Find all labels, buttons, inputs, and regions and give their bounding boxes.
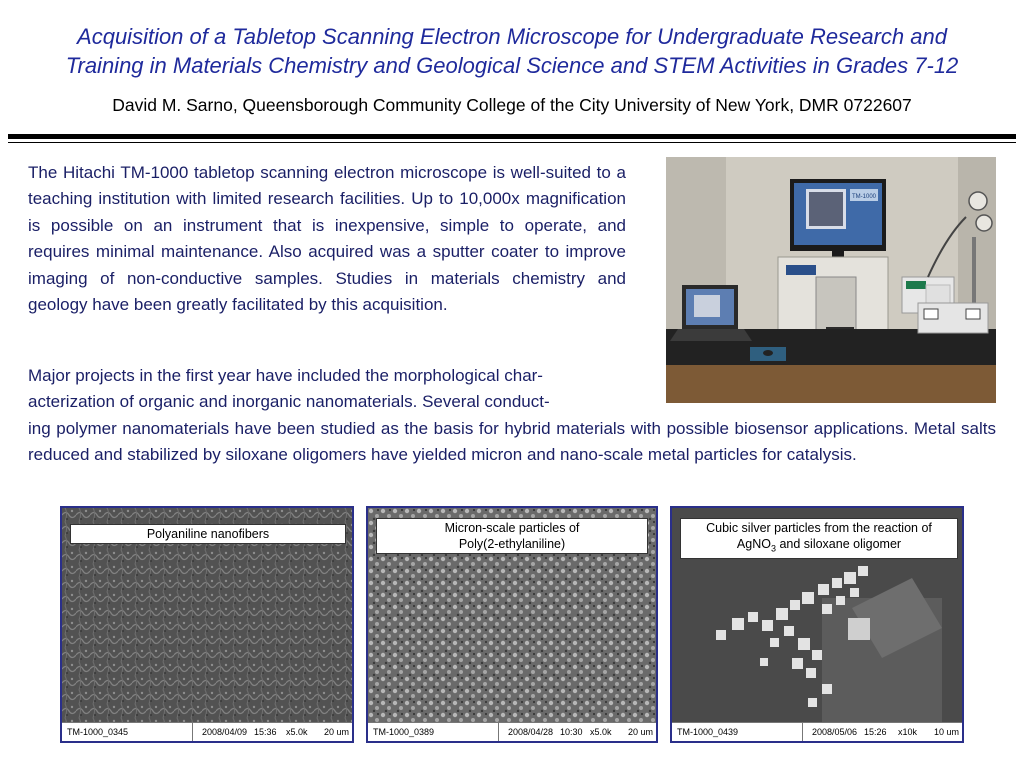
info-divider [192,723,193,742]
panel-caption [680,518,958,559]
caption-line-1: Cubic silver particles from the reaction of [706,521,932,535]
panel-caption: Polyaniline nanofibers [70,524,346,544]
paragraph-2-rest: ing polymer nanomaterials have been studied as the basis for hybrid materials with possible biosensor applications. Metal salts reduced and stabilized by siloxane oligomers have yielded micron and nano-scale metal particles for catalysis. [28,418,996,465]
sem-scale: 20 um [628,727,654,737]
sem-panel-poly-ethylaniline [366,506,658,743]
sem-date: 2008/04/09 [202,727,248,737]
sem-panel-polyaniline [60,506,354,743]
title-line-2: Training in Materials Chemistry and Geological Science and STEM Activities in Grades 7-12 [65,53,959,78]
divider-thin [8,142,1016,143]
paragraph-2-line-1: Major projects in the first year have included the morphological char- [28,366,543,385]
info-divider [802,723,803,742]
sem-time: 15:36 [254,727,277,737]
sem-file-id: TM-1000_0439 [677,727,739,737]
sem-file-id: TM-1000_0389 [373,727,435,737]
author-line: David M. Sarno, Queensborough Community College of the City University of New York, DMR 0722607 [112,95,912,115]
sem-magnification: x5.0k [590,727,612,737]
sem-scale: 20 um [324,727,350,737]
microscope-photo [666,157,996,403]
slide-title [10,22,1014,80]
sem-magnification: x10k [898,727,918,737]
paragraph-2-line-2: acterization of organic and inorganic nanomaterials. Several conduct- [28,392,550,412]
sem-magnification: x5.0k [286,727,308,737]
sem-info-bar [672,722,962,741]
sem-date: 2008/05/06 [812,727,858,737]
panel-caption [376,518,648,554]
sem-scale: 10 um [934,727,960,737]
caption-line-2 [685,536,953,557]
caption-line-2-rest: and siloxane oligomer [775,537,902,551]
monitor-label: TM-1000 [852,194,877,200]
title-line-1: Acquisition of a Tabletop Scanning Electron Microscope for Undergraduate Research and [77,24,947,49]
sem-panel-silver-cubes [670,506,964,743]
sem-info-bar [62,722,352,741]
sem-time: 15:26 [864,727,887,737]
caption-formula: AgNO [736,537,771,551]
sem-date: 2008/04/28 [508,727,554,737]
caption-subscript: 3 [770,543,776,554]
sem-time: 10:30 [560,727,583,737]
paragraph-1: The Hitachi TM-1000 tabletop scanning electron microscope is well-suited to a teaching institution with limited research facilities. Up to 10,000x magnification is possible on an instrument that is inexpensive, simple to operate, and requires minimal maintenance. Also acquired was a sputter coater to improve imaging of non-conductive samples. Studies in materials chemistry and geology have been greatly facilitated by this acquisition. [28,163,626,315]
caption-line-2: Poly(2-ethylaniline) [458,537,566,551]
sem-info-bar [368,722,656,741]
caption-line-1: Micron-scale particles of [444,521,580,535]
info-divider [498,723,499,742]
divider-thick [8,134,1016,139]
sem-file-id: TM-1000_0345 [67,727,129,737]
